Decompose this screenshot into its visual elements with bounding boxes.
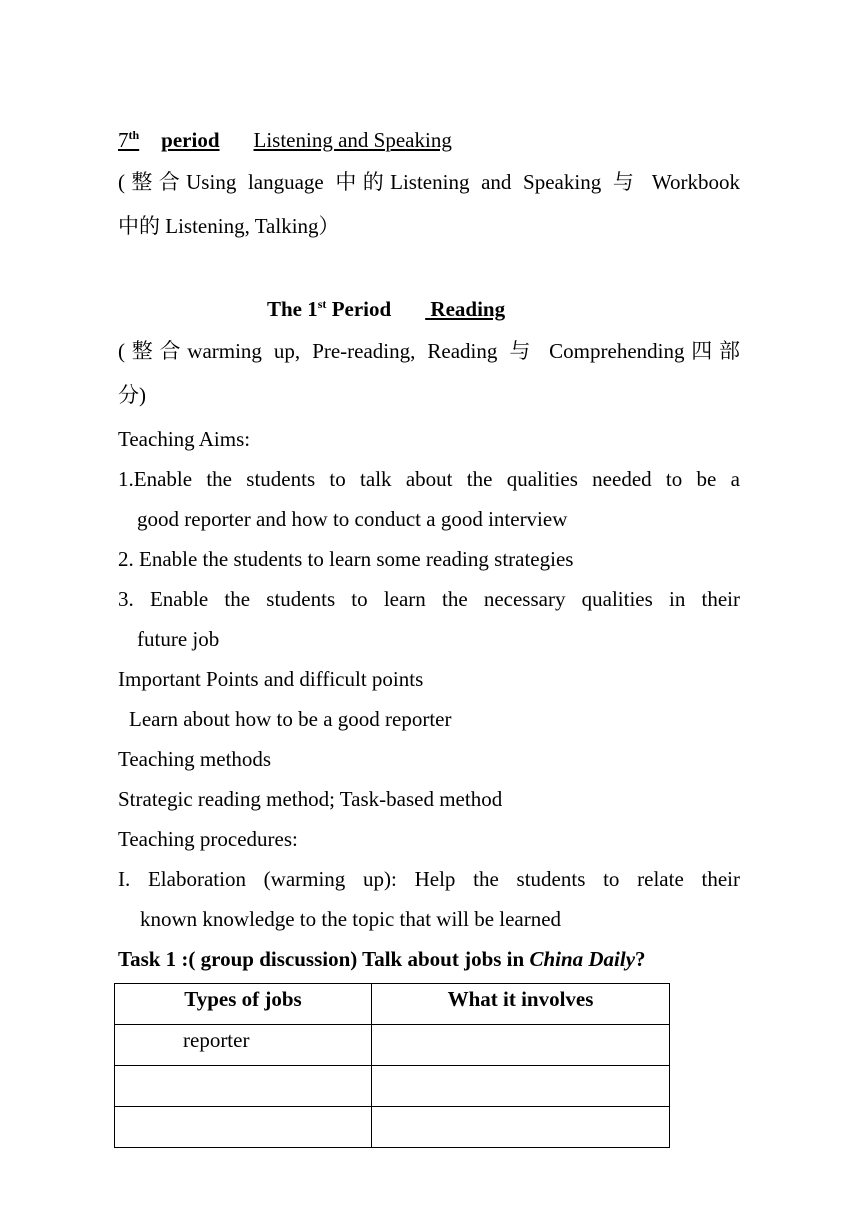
task1-italic: China Daily: [529, 947, 636, 971]
section-note-line1: (整合warming up, Pre-reading, Reading 与 Comprehending四部: [118, 339, 740, 363]
aim-1-line2: good reporter and how to conduct a good interview: [137, 507, 568, 531]
section-note-line2: 分): [118, 383, 146, 407]
table-cell: [372, 1107, 670, 1148]
procedure-1-line1: I. Elaboration (warming up): Help the students to relate their: [118, 867, 740, 891]
section-title: The 1st Period Reading: [267, 297, 506, 321]
procedures-heading: Teaching procedures:: [118, 827, 298, 851]
aim-1-line1: 1.Enable the students to talk about the qualities needed to be a: [118, 467, 740, 491]
aim-3-line1: 3. Enable the students to learn the necessary qualities in their: [118, 587, 740, 611]
reading-label: Reading: [430, 297, 506, 321]
jobs-table: [114, 983, 670, 1148]
points-text: Learn about how to be a good reporter: [129, 707, 452, 731]
period-heading: [118, 127, 452, 153]
procedure-1-line2: known knowledge to the topic that will be learned: [140, 907, 562, 931]
table-cell: [372, 1066, 670, 1107]
table-row: [115, 1025, 670, 1066]
aim-3-line2: future job: [137, 627, 220, 651]
table-header-types: Types of jobs: [115, 984, 372, 1025]
aim-2: 2. Enable the students to learn some reading strategies: [118, 547, 574, 571]
task1-heading: Task 1 :( group discussion) Talk about jobs in China Daily?: [118, 947, 646, 971]
table-header-involves: What it involves: [372, 984, 670, 1025]
table-cell: [115, 1107, 372, 1148]
table-header-row: [115, 984, 670, 1025]
table-cell: [115, 1066, 372, 1107]
table-row: [115, 1066, 670, 1107]
aims-heading: Teaching Aims:: [118, 427, 251, 451]
table-row: [115, 1107, 670, 1148]
methods-text: Strategic reading method; Task-based method: [118, 787, 503, 811]
points-heading: Important Points and difficult points: [118, 667, 424, 691]
methods-heading: Teaching methods: [118, 747, 272, 771]
period-note-line2: 中的 Listening, Talking）: [118, 214, 340, 238]
period-note-line1: (整合Using language 中的Listening and Speaking 与 Workbook: [118, 170, 740, 194]
table-cell: reporter: [115, 1025, 372, 1066]
period-number: 7th period Listening and Speaking: [118, 128, 452, 152]
table-cell: [372, 1025, 670, 1066]
